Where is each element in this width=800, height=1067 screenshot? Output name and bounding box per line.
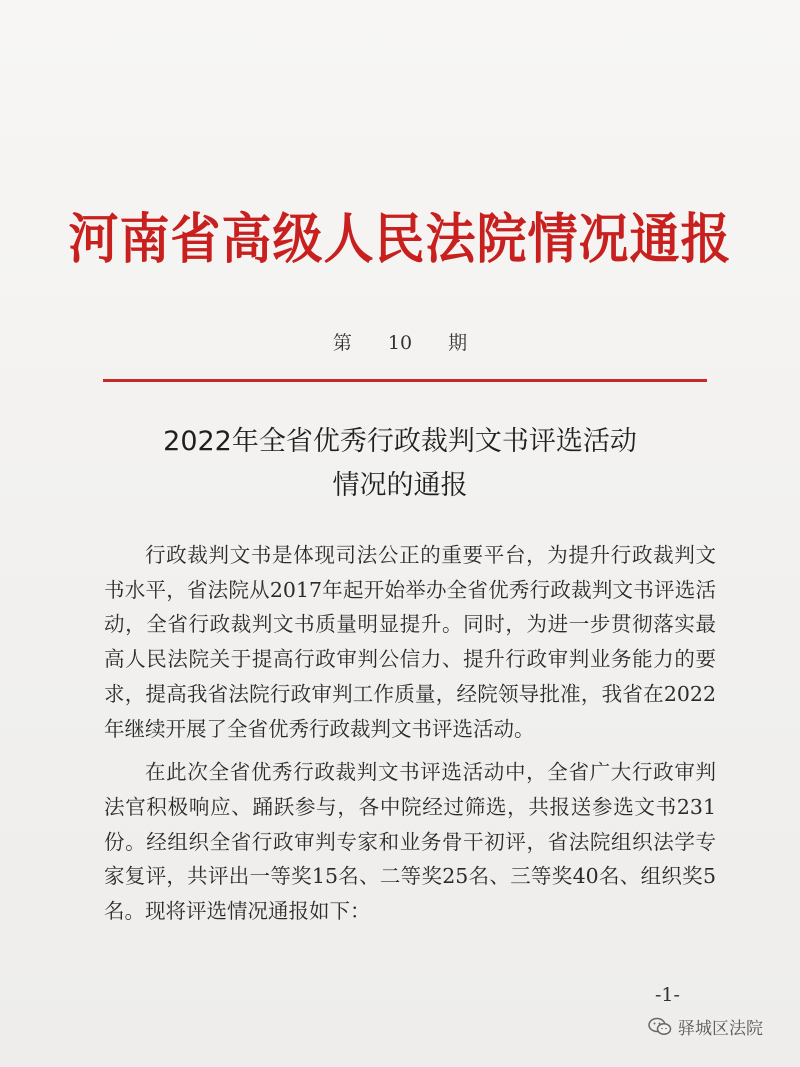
issue-number: 10 xyxy=(387,332,413,354)
wechat-watermark xyxy=(648,1014,763,1039)
page-number: -1- xyxy=(655,984,680,1006)
issue-suffix: 期 xyxy=(448,332,468,354)
document-title-line-1: 2022年全省优秀行政裁判文书评选活动 xyxy=(163,426,637,457)
document-title-line-2: 情况的通报 xyxy=(332,470,468,501)
red-divider-line xyxy=(103,379,707,382)
masthead-title: 河南省高级人民法院情况通报 xyxy=(68,206,732,271)
issue-prefix: 第 xyxy=(332,332,352,354)
document-body xyxy=(104,538,716,938)
document-title xyxy=(0,420,800,508)
body-paragraph-2: 在此次全省优秀行政裁判文书评选活动中，全省广大行政审判法官积极响应、踊跃参与，各中院经过筛选，共报送参选文书231份。经组织全省行政审判专家和业务骨干初评，省法院组织法学专家复评，共评出一等奖15名、二等奖25名、三等奖40名、组织奖5名。现将评选情况通报如下： xyxy=(104,760,716,924)
wechat-icon xyxy=(648,1017,672,1037)
issue-number-line xyxy=(0,328,800,355)
body-paragraph-1: 行政裁判文书是体现司法公正的重要平台，为提升行政裁判文书水平，省法院从2017年起开始举办全省优秀行政裁判文书评选活动，全省行政裁判文书质量明显提升。同时，为进一步贯彻落实最高人民法院关于提高行政审判公信力、提升行政审判业务能力的要求，提高我省法院行政审判工作质量，经院领导批准，我省在2022年继续开展了全省优秀行政裁判文书评选活动。 xyxy=(104,543,716,741)
watermark-text: 驿城区法院 xyxy=(678,1019,763,1039)
